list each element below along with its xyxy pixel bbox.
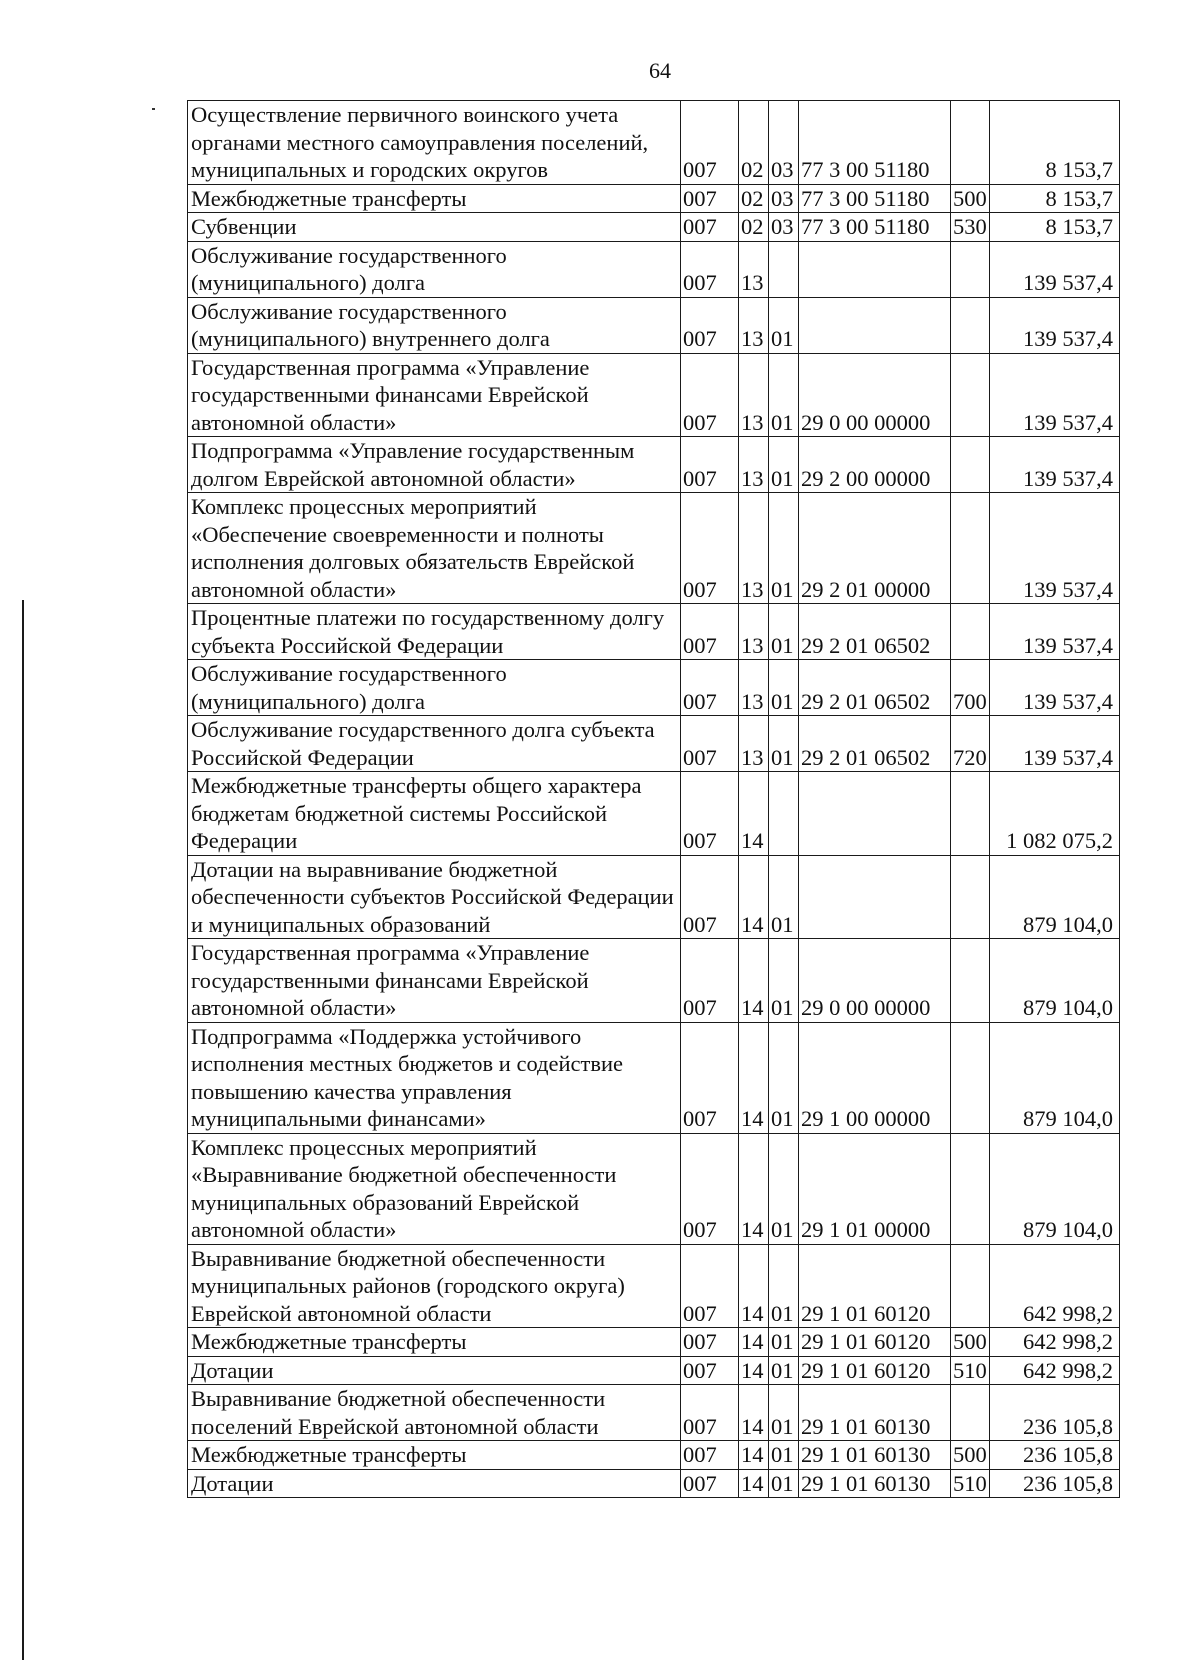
row-ved-cell: 007	[681, 1328, 739, 1357]
row-target-article-cell: 77 3 00 51180	[799, 101, 951, 185]
row-subsection-cell: 03	[769, 184, 799, 213]
row-expense-type-cell	[951, 1385, 990, 1441]
table-row	[188, 772, 1120, 856]
row-section-cell: 14	[739, 1022, 769, 1133]
row-subsection-cell: 01	[769, 1244, 799, 1328]
row-name-cell: Межбюджетные трансферты общего характера бюджетам бюджетной системы Российской Федерации	[188, 772, 681, 856]
row-expense-type-cell	[951, 493, 990, 604]
row-amount-cell: 139 537,4	[990, 493, 1120, 604]
row-ved-cell: 007	[681, 855, 739, 939]
row-amount-cell: 879 104,0	[990, 855, 1120, 939]
row-expense-type-cell: 500	[951, 1328, 990, 1357]
row-expense-type-cell	[951, 241, 990, 297]
table-row	[188, 604, 1120, 660]
row-amount-cell: 139 537,4	[990, 297, 1120, 353]
row-ved-cell: 007	[681, 604, 739, 660]
row-expense-type-cell	[951, 604, 990, 660]
row-target-article-cell: 29 2 01 06502	[799, 604, 951, 660]
table-row	[188, 184, 1120, 213]
row-expense-type-cell	[951, 939, 990, 1023]
table-row	[188, 213, 1120, 242]
row-section-cell: 02	[739, 184, 769, 213]
budget-table-body	[188, 101, 1120, 1498]
row-target-article-cell: 29 1 01 60130	[799, 1441, 951, 1470]
row-ved-cell: 007	[681, 353, 739, 437]
row-subsection-cell: 03	[769, 213, 799, 242]
row-target-article-cell: 29 2 01 06502	[799, 660, 951, 716]
row-amount-cell: 879 104,0	[990, 1022, 1120, 1133]
row-section-cell: 14	[739, 1356, 769, 1385]
row-amount-cell: 8 153,7	[990, 213, 1120, 242]
row-expense-type-cell: 500	[951, 184, 990, 213]
row-subsection-cell: 01	[769, 297, 799, 353]
row-amount-cell: 1 082 075,2	[990, 772, 1120, 856]
row-expense-type-cell: 500	[951, 1441, 990, 1470]
row-expense-type-cell	[951, 772, 990, 856]
row-subsection-cell: 01	[769, 1441, 799, 1470]
row-section-cell: 13	[739, 297, 769, 353]
row-target-article-cell: 29 1 01 60130	[799, 1385, 951, 1441]
row-amount-cell: 139 537,4	[990, 716, 1120, 772]
row-name-cell: Осуществление первичного воинского учета органами местного самоуправления поселений, муниципальных и городских округов	[188, 101, 681, 185]
row-target-article-cell: 29 1 01 60120	[799, 1244, 951, 1328]
row-subsection-cell: 01	[769, 1356, 799, 1385]
row-ved-cell: 007	[681, 939, 739, 1023]
row-target-article-cell	[799, 297, 951, 353]
row-amount-cell: 879 104,0	[990, 939, 1120, 1023]
row-section-cell: 14	[739, 772, 769, 856]
row-name-cell: Дотации на выравнивание бюджетной обеспеченности субъектов Российской Федерации и муниципальных образований	[188, 855, 681, 939]
page-number: 64	[649, 58, 671, 83]
row-amount-cell: 139 537,4	[990, 353, 1120, 437]
row-ved-cell: 007	[681, 297, 739, 353]
row-subsection-cell: 03	[769, 101, 799, 185]
row-name-cell: Комплекс процессных мероприятий «Выравнивание бюджетной обеспеченности муниципальных образований Еврейской автономной области»	[188, 1133, 681, 1244]
row-name-cell: Межбюджетные трансферты	[188, 184, 681, 213]
row-subsection-cell: 01	[769, 353, 799, 437]
row-name-cell: Дотации	[188, 1356, 681, 1385]
row-name-cell: Выравнивание бюджетной обеспеченности муниципальных районов (городского округа) Еврейской автономной области	[188, 1244, 681, 1328]
row-amount-cell: 236 105,8	[990, 1469, 1120, 1498]
row-subsection-cell	[769, 772, 799, 856]
row-subsection-cell: 01	[769, 493, 799, 604]
row-target-article-cell: 29 2 01 00000	[799, 493, 951, 604]
budget-table	[187, 100, 1120, 1498]
row-section-cell: 14	[739, 1244, 769, 1328]
row-name-cell: Государственная программа «Управление государственными финансами Еврейской автономной области»	[188, 939, 681, 1023]
row-expense-type-cell	[951, 1133, 990, 1244]
row-expense-type-cell	[951, 1244, 990, 1328]
row-target-article-cell: 29 1 00 00000	[799, 1022, 951, 1133]
row-expense-type-cell: 530	[951, 213, 990, 242]
row-name-cell: Межбюджетные трансферты	[188, 1328, 681, 1357]
row-target-article-cell: 29 2 01 06502	[799, 716, 951, 772]
row-target-article-cell: 29 1 01 00000	[799, 1133, 951, 1244]
row-name-cell: Субвенции	[188, 213, 681, 242]
row-amount-cell: 236 105,8	[990, 1385, 1120, 1441]
row-amount-cell: 139 537,4	[990, 437, 1120, 493]
row-amount-cell: 642 998,2	[990, 1328, 1120, 1357]
row-expense-type-cell	[951, 297, 990, 353]
row-name-cell: Обслуживание государственного (муниципального) долга	[188, 241, 681, 297]
table-row	[188, 1328, 1120, 1357]
row-ved-cell: 007	[681, 1244, 739, 1328]
row-target-article-cell	[799, 855, 951, 939]
row-expense-type-cell: 510	[951, 1356, 990, 1385]
row-name-cell: Процентные платежи по государственному долгу субъекта Российской Федерации	[188, 604, 681, 660]
row-amount-cell: 642 998,2	[990, 1356, 1120, 1385]
table-row	[188, 101, 1120, 185]
row-section-cell: 13	[739, 353, 769, 437]
row-name-cell: Дотации	[188, 1469, 681, 1498]
row-ved-cell: 007	[681, 660, 739, 716]
row-subsection-cell: 01	[769, 1133, 799, 1244]
table-row	[188, 1133, 1120, 1244]
row-ved-cell: 007	[681, 213, 739, 242]
table-row	[188, 241, 1120, 297]
table-row	[188, 1385, 1120, 1441]
row-target-article-cell: 29 1 01 60130	[799, 1469, 951, 1498]
table-row	[188, 1244, 1120, 1328]
row-target-article-cell	[799, 772, 951, 856]
row-section-cell: 13	[739, 604, 769, 660]
row-section-cell: 14	[739, 855, 769, 939]
row-section-cell: 02	[739, 101, 769, 185]
row-expense-type-cell: 700	[951, 660, 990, 716]
row-ved-cell: 007	[681, 1022, 739, 1133]
row-section-cell: 13	[739, 660, 769, 716]
row-name-cell: Межбюджетные трансферты	[188, 1441, 681, 1470]
row-target-article-cell: 29 0 00 00000	[799, 939, 951, 1023]
row-subsection-cell: 01	[769, 855, 799, 939]
row-subsection-cell: 01	[769, 716, 799, 772]
row-expense-type-cell: 720	[951, 716, 990, 772]
scan-artifact	[152, 108, 155, 110]
row-target-article-cell: 77 3 00 51180	[799, 213, 951, 242]
row-amount-cell: 139 537,4	[990, 604, 1120, 660]
row-amount-cell: 139 537,4	[990, 241, 1120, 297]
row-section-cell: 02	[739, 213, 769, 242]
row-ved-cell: 007	[681, 184, 739, 213]
row-expense-type-cell	[951, 1022, 990, 1133]
row-ved-cell: 007	[681, 241, 739, 297]
row-target-article-cell	[799, 241, 951, 297]
row-subsection-cell: 01	[769, 1469, 799, 1498]
binding-edge-line	[22, 600, 24, 1660]
row-name-cell: Обслуживание государственного долга субъекта Российской Федерации	[188, 716, 681, 772]
table-row	[188, 855, 1120, 939]
row-section-cell: 13	[739, 493, 769, 604]
row-target-article-cell: 77 3 00 51180	[799, 184, 951, 213]
row-subsection-cell: 01	[769, 1385, 799, 1441]
row-expense-type-cell	[951, 855, 990, 939]
row-section-cell: 13	[739, 437, 769, 493]
row-ved-cell: 007	[681, 1441, 739, 1470]
row-subsection-cell: 01	[769, 604, 799, 660]
row-expense-type-cell	[951, 353, 990, 437]
row-section-cell: 14	[739, 1328, 769, 1357]
table-row	[188, 493, 1120, 604]
row-target-article-cell: 29 1 01 60120	[799, 1328, 951, 1357]
row-subsection-cell: 01	[769, 660, 799, 716]
table-row	[188, 1356, 1120, 1385]
row-amount-cell: 642 998,2	[990, 1244, 1120, 1328]
row-section-cell: 14	[739, 1441, 769, 1470]
row-subsection-cell: 01	[769, 939, 799, 1023]
row-amount-cell: 8 153,7	[990, 184, 1120, 213]
row-name-cell: Обслуживание государственного (муниципального) долга	[188, 660, 681, 716]
row-section-cell: 14	[739, 1385, 769, 1441]
row-subsection-cell: 01	[769, 437, 799, 493]
row-section-cell: 14	[739, 939, 769, 1023]
row-target-article-cell: 29 2 00 00000	[799, 437, 951, 493]
table-row	[188, 437, 1120, 493]
table-row	[188, 716, 1120, 772]
row-subsection-cell: 01	[769, 1328, 799, 1357]
table-row	[188, 1022, 1120, 1133]
row-ved-cell: 007	[681, 493, 739, 604]
row-section-cell: 13	[739, 241, 769, 297]
row-amount-cell: 139 537,4	[990, 660, 1120, 716]
row-name-cell: Подпрограмма «Управление государственным долгом Еврейской автономной области»	[188, 437, 681, 493]
row-ved-cell: 007	[681, 1356, 739, 1385]
row-amount-cell: 8 153,7	[990, 101, 1120, 185]
row-expense-type-cell	[951, 437, 990, 493]
row-section-cell: 14	[739, 1469, 769, 1498]
row-ved-cell: 007	[681, 101, 739, 185]
row-expense-type-cell: 510	[951, 1469, 990, 1498]
row-section-cell: 13	[739, 716, 769, 772]
row-ved-cell: 007	[681, 1133, 739, 1244]
row-subsection-cell: 01	[769, 1022, 799, 1133]
row-name-cell: Комплекс процессных мероприятий «Обеспечение своевременности и полноты исполнения долговых обязательств Еврейской автономной области»	[188, 493, 681, 604]
row-ved-cell: 007	[681, 772, 739, 856]
row-amount-cell: 879 104,0	[990, 1133, 1120, 1244]
row-name-cell: Обслуживание государственного (муниципального) внутреннего долга	[188, 297, 681, 353]
row-amount-cell: 236 105,8	[990, 1441, 1120, 1470]
row-name-cell: Подпрограмма «Поддержка устойчивого исполнения местных бюджетов и содействие повышению качества управления муниципальными финансами»	[188, 1022, 681, 1133]
row-ved-cell: 007	[681, 716, 739, 772]
table-row	[188, 1441, 1120, 1470]
row-section-cell: 14	[739, 1133, 769, 1244]
row-expense-type-cell	[951, 101, 990, 185]
table-row	[188, 660, 1120, 716]
table-row	[188, 353, 1120, 437]
row-name-cell: Государственная программа «Управление государственными финансами Еврейской автономной области»	[188, 353, 681, 437]
table-row	[188, 939, 1120, 1023]
row-target-article-cell: 29 0 00 00000	[799, 353, 951, 437]
row-name-cell: Выравнивание бюджетной обеспеченности поселений Еврейской автономной области	[188, 1385, 681, 1441]
row-ved-cell: 007	[681, 1469, 739, 1498]
table-row	[188, 297, 1120, 353]
row-ved-cell: 007	[681, 1385, 739, 1441]
row-ved-cell: 007	[681, 437, 739, 493]
row-subsection-cell	[769, 241, 799, 297]
row-target-article-cell: 29 1 01 60120	[799, 1356, 951, 1385]
table-row	[188, 1469, 1120, 1498]
